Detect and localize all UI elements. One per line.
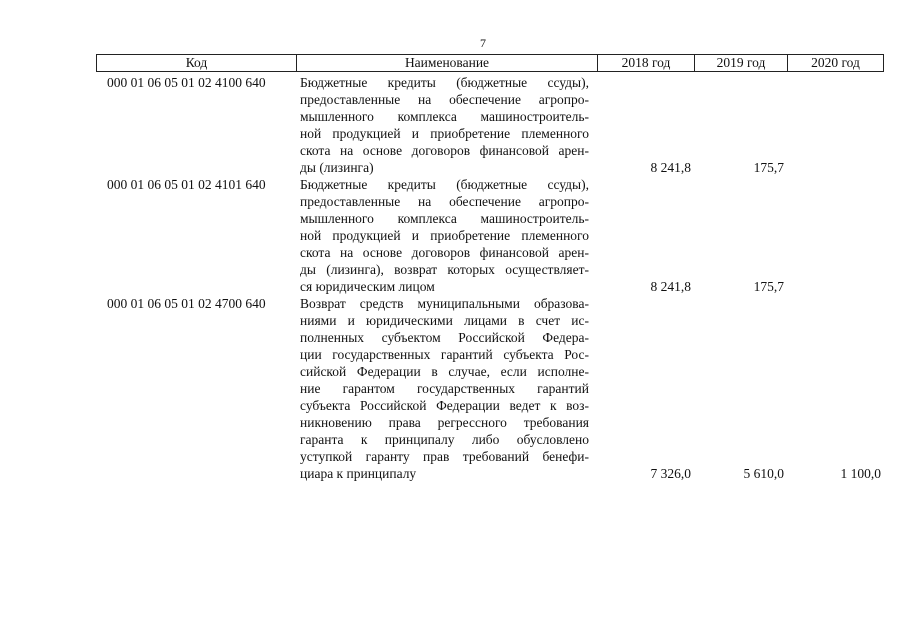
header-2019: 2019 год: [694, 54, 788, 72]
value-2019: 175,7: [753, 160, 784, 175]
name-line: Возврат средств муниципальными образова-: [300, 296, 589, 311]
name-line: предоставленные на обеспечение агропро-: [300, 92, 589, 107]
name-line: скота на основе договоров финансовой арен-: [300, 245, 589, 260]
name-line: мышленного комплекса машиностроитель-: [300, 211, 589, 226]
name-line: ние гарантом государственных гарантий: [300, 381, 589, 396]
name-line: Бюджетные кредиты (бюджетные ссуды),: [300, 75, 589, 90]
name-line: мышленного комплекса машиностроитель-: [300, 109, 589, 124]
row-name: [300, 295, 589, 482]
row-code: 000 01 06 05 01 02 4101 640: [107, 177, 266, 192]
name-line: гаранта к принципалу либо обусловлено: [300, 432, 589, 447]
row-code: 000 01 06 05 01 02 4700 640: [107, 296, 266, 311]
name-line: ды (лизинга): [300, 160, 374, 175]
value-2018: 7 326,0: [650, 466, 691, 481]
name-line: ся юридическим лицом: [300, 279, 435, 294]
name-line: уступкой гаранту прав требований бенефи-: [300, 449, 589, 464]
name-line: ды (лизинга), возврат которых осуществляет-: [300, 262, 589, 277]
value-2019: 175,7: [753, 279, 784, 294]
header-2018: 2018 год: [597, 54, 695, 72]
row-name: [300, 176, 589, 295]
page-number: 7: [480, 36, 486, 50]
header-code: Код: [96, 54, 297, 72]
name-line: ной продукцией и приобретение племенного: [300, 228, 589, 243]
header-name: Наименование: [296, 54, 598, 72]
header-2020: 2020 год: [787, 54, 884, 72]
name-line: ной продукцией и приобретение племенного: [300, 126, 589, 141]
row-name: [300, 74, 589, 176]
value-2020: 1 100,0: [840, 466, 881, 481]
name-line: никновению права регрессного требования: [300, 415, 589, 430]
name-line: циара к принципалу: [300, 466, 417, 481]
name-line: ниями и юридическими лицами в счет ис-: [300, 313, 589, 328]
name-line: сийской Федерации в случае, если исполне-: [300, 364, 589, 379]
name-line: субъекта Российской Федерации ведет к воз-: [300, 398, 589, 413]
value-2019: 5 610,0: [743, 466, 784, 481]
value-2018: 8 241,8: [650, 160, 691, 175]
value-2018: 8 241,8: [650, 279, 691, 294]
row-code: 000 01 06 05 01 02 4100 640: [107, 75, 266, 90]
name-line: полненных субъектом Российской Федера-: [300, 330, 589, 345]
name-line: Бюджетные кредиты (бюджетные ссуды),: [300, 177, 589, 192]
name-line: ции государственных гарантий субъекта Рос-: [300, 347, 589, 362]
name-line: предоставленные на обеспечение агропро-: [300, 194, 589, 209]
name-line: скота на основе договоров финансовой арен-: [300, 143, 589, 158]
